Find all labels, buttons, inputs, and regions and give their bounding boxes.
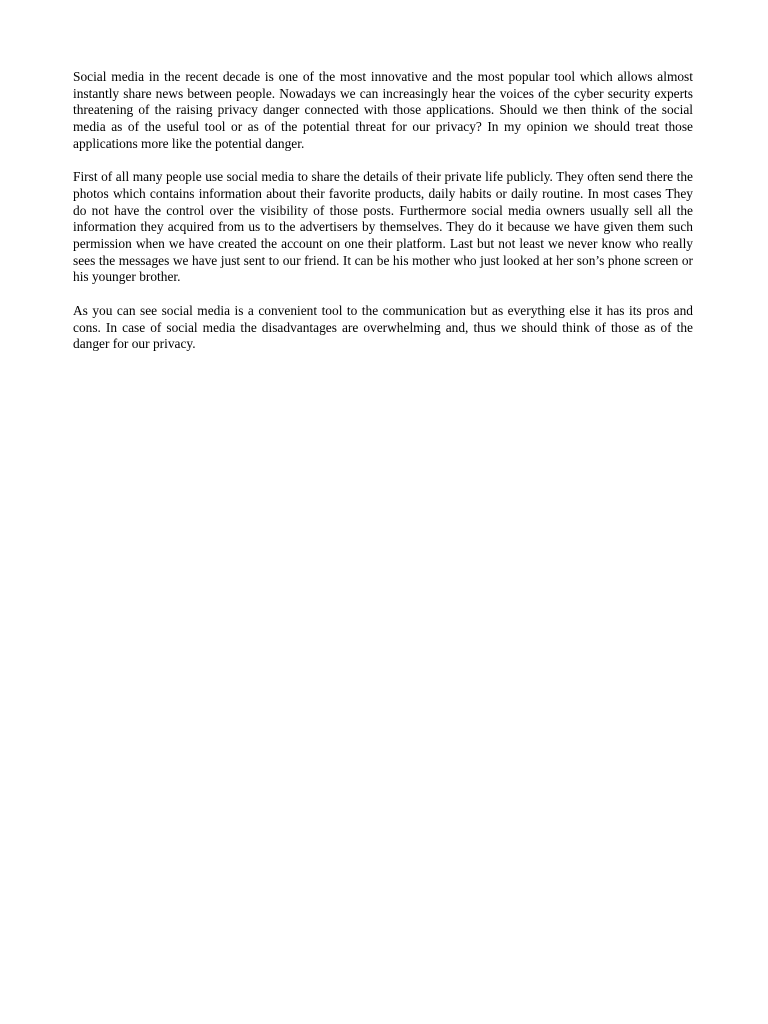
paragraph-introduction: Social media in the recent decade is one of the most innovative and the most popular tool which allows almost instantly share news between people. Nowadays we can increasingly hear the voices of the cyber security experts threatening of the raising privacy danger connected with those applications. Should we then think of the social media as of the useful tool or as of the potential threat for our privacy? In my opinion we should treat those applications more like the potential danger.: [73, 69, 693, 151]
paragraph-conclusion: As you can see social media is a convenient tool to the communication but as everything else it has its pros and cons. In case of social media the disadvantages are overwhelming and, thus we should think of those as of the danger for our privacy.: [73, 302, 693, 352]
document-page: [73, 69, 693, 370]
paragraph-body: First of all many people use social media to share the details of their private life publicly. They often send there the photos which contains information about their favorite products, daily habits or daily routine. In most cases They do not have the control over the visibility of those posts. Furthermore social media owners usually sell all the information they acquired from us to the advertisers by themselves. They do it because we have given them such permission when we have created the account on one their platform. Last but not least we never know who really sees the messages we have just sent to our friend. It can be his mother who just looked at her son’s phone screen or his younger brother.: [73, 169, 693, 285]
